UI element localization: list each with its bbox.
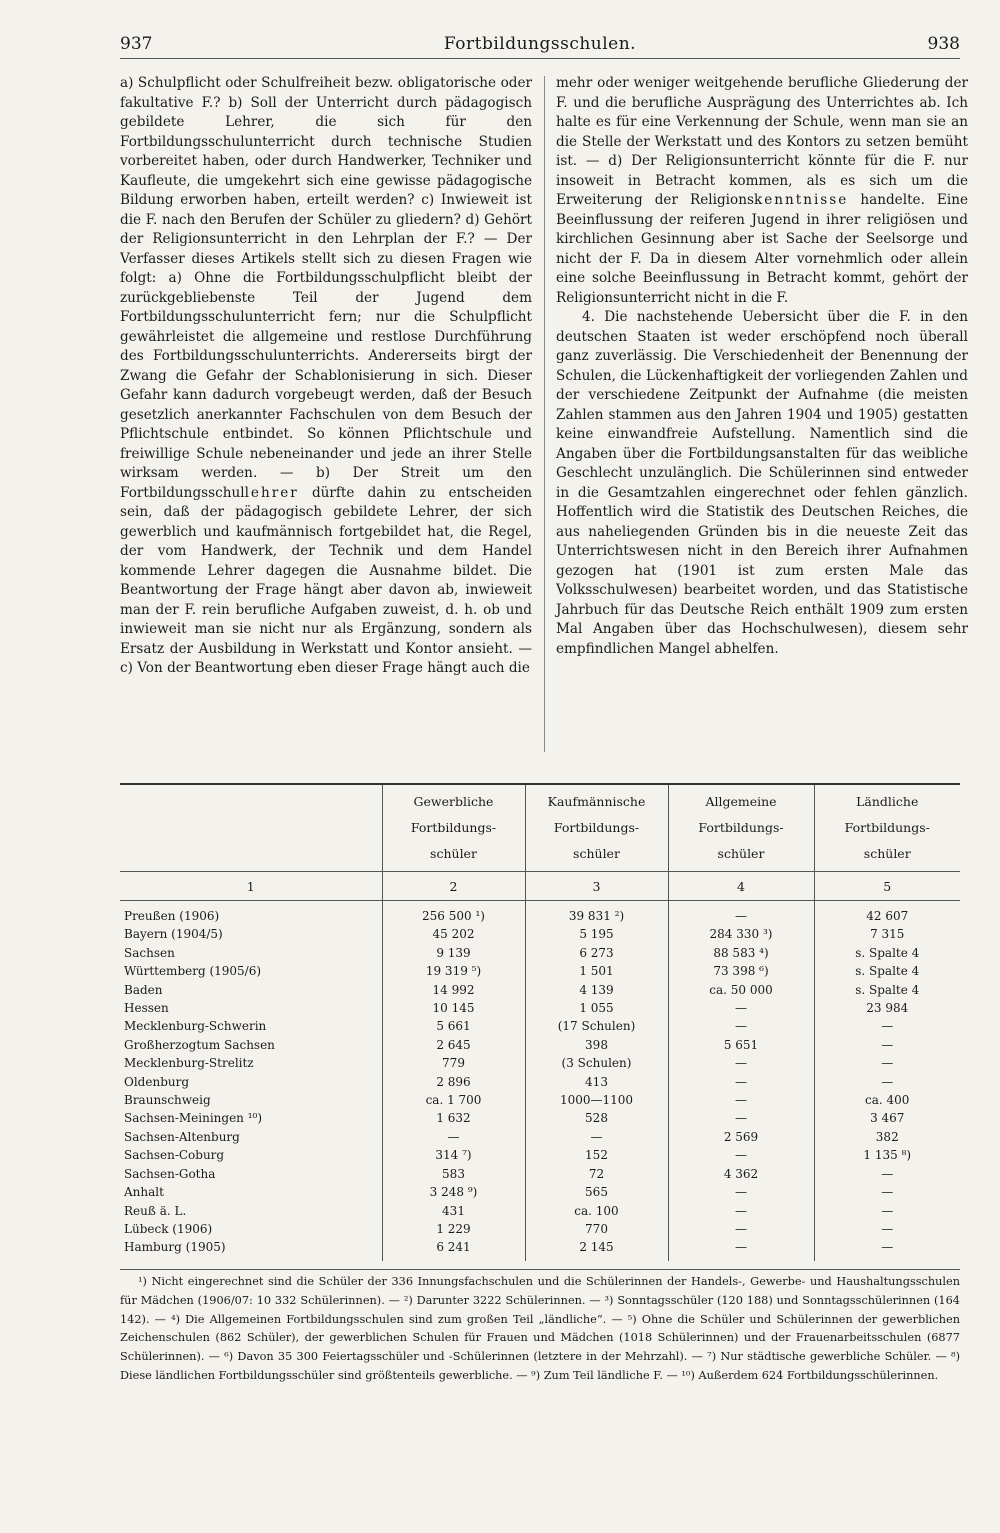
table-cell: 314 ⁷): [382, 1146, 525, 1164]
table-cell: s. Spalte 4: [814, 981, 960, 999]
table-cell: 42 607: [814, 901, 960, 926]
table-cell: —: [814, 1017, 960, 1035]
table-cell: ca. 1 700: [382, 1091, 525, 1109]
column-number: 5: [814, 872, 960, 901]
right-spaced-word: kenntnisse: [753, 192, 849, 208]
table-cell: (3 Schulen): [525, 1054, 668, 1072]
table-cell: 382: [814, 1128, 960, 1146]
table-cell: —: [668, 1202, 814, 1220]
right-text-b: handelte. Eine Beeinflussung der reiferen Jugend in ihrer religiösen und kirchlichen Gesinnung aber ist Sache der Seelsorge und nicht der F. Da in diesem Alter vornehmlich oder allein eine solche Beeinflussung in Betracht kommt, gehört der Religionsunterricht nicht in die F.: [556, 192, 969, 306]
table-cell: 1 055: [525, 999, 668, 1017]
table-row: [120, 1238, 960, 1260]
table-cell: 2 645: [382, 1036, 525, 1054]
row-label: Oldenburg: [124, 1074, 190, 1089]
table-cell: 2 145: [525, 1238, 668, 1260]
table-cell: 1 501: [525, 962, 668, 980]
table-cell: 5 195: [525, 925, 668, 943]
table-cell: 1000—1100: [525, 1091, 668, 1109]
table-cell: —: [668, 1183, 814, 1201]
table-cell: —: [814, 1054, 960, 1072]
column-number: 4: [668, 872, 814, 901]
column-number: 1: [120, 872, 382, 901]
page-header: [120, 34, 960, 59]
table-cell: 2 896: [382, 1073, 525, 1091]
table-cell: 88 583 ⁴): [668, 944, 814, 962]
table-cell: 14 992: [382, 981, 525, 999]
table-cell: 7 315: [814, 925, 960, 943]
table-cell: 19 319 ⁵): [382, 962, 525, 980]
table-body: [120, 901, 960, 1261]
right-column: [556, 74, 968, 659]
row-label: Anhalt: [124, 1185, 164, 1200]
table-cell: 72: [525, 1165, 668, 1183]
table-row: [120, 1165, 960, 1183]
table-cell: 39 831 ²): [525, 901, 668, 926]
row-label: Sachsen: [124, 945, 175, 960]
table-cell: 1 229: [382, 1220, 525, 1238]
table-column-numbers: [120, 872, 960, 901]
footnote-text: ¹) Nicht eingerechnet sind die Schüler der 336 Innungsfachschulen und die Schülerinnen der Handels-, Gewerbe- und Haushaltungsschulen für Mädchen (1906/07: 10 332 Schülerinnen). — ²) Darunter 3222 Schülerinnen. — ³) Sonntagsschüler (120 188) und Sonntagsschülerinnen (164 142). — ⁴) Die Allgemeinen Fortbildungsschulen sind zum großen Teil „ländliche“. — ⁵) Ohne die Schüler und Schülerinnen der gewerblichen Zeichenschulen (862 Schüler), der gewerblichen Schulen für Frauen und Mädchen (1018 Schülerinnen) und der Frauenarbeitsschulen (6877 Schülerinnen). — ⁶) Davon 35 300 Feiertagsschüler und -Schülerinnen (letztere in der Mehrzahl). — ⁷) Nur städtische gewerbliche Schüler. — ⁸) Diese ländlichen Fortbildungsschüler sind größtenteils gewerbliche. — ⁹) Zum Teil ländliche F. — ¹⁰) Außerdem 624 Fortbildungsschülerinnen.: [120, 1275, 960, 1382]
table-cell: 6 241: [382, 1238, 525, 1260]
table-cell: —: [814, 1238, 960, 1260]
table-cell: —: [668, 1220, 814, 1238]
table-cell: 5 661: [382, 1017, 525, 1035]
table-header-cell: Allgemeine Fortbildungs- schüler: [668, 784, 814, 872]
table-cell: —: [668, 1109, 814, 1127]
table-cell: 3 248 ⁹): [382, 1183, 525, 1201]
table-cell: 431: [382, 1202, 525, 1220]
page-number-left: 937: [120, 34, 153, 54]
table-cell: 779: [382, 1054, 525, 1072]
row-label: Braunschweig: [124, 1093, 211, 1108]
row-label: Hamburg (1905): [124, 1240, 226, 1255]
table-row: [120, 1220, 960, 1238]
row-label: Baden: [124, 982, 163, 997]
table-cell: —: [814, 1202, 960, 1220]
row-label: Lübeck (1906): [124, 1221, 213, 1236]
table-row: [120, 944, 960, 962]
table-cell: 73 398 ⁶): [668, 962, 814, 980]
footnotes: [120, 1273, 960, 1386]
row-label: Sachsen-Altenburg: [124, 1129, 240, 1144]
left-paragraph: [120, 74, 532, 679]
table-header-cell: Ländliche Fortbildungs- schüler: [814, 784, 960, 872]
table-row: [120, 1202, 960, 1220]
right-paragraph-1: [556, 74, 968, 308]
table-row: [120, 1073, 960, 1091]
right-text-a: mehr oder weniger weitgehende berufliche Gliederung der F. und die berufliche Ausprägung des Unterrichtes ab. Ich halte es für eine Verkennung der Schule, wenn man sie an die Stelle der Werkstatt und des Kontors zu setzen bemüht ist. — d) Der Religionsunterricht könnte für die F. nur insoweit in Betracht kommen, als es sich um die Erweiterung der Religions: [556, 75, 968, 208]
table-row: [120, 1091, 960, 1109]
table-cell: 152: [525, 1146, 668, 1164]
table-cell: —: [668, 1054, 814, 1072]
row-label: Mecklenburg-Schwerin: [124, 1019, 267, 1034]
table-cell: —: [668, 1238, 814, 1260]
table-cell: —: [814, 1220, 960, 1238]
table-cell: —: [814, 1036, 960, 1054]
table-cell: 4 139: [525, 981, 668, 999]
page-title: Fortbildungsschulen.: [443, 34, 637, 54]
right-paragraph-2: 4. Die nachstehende Uebersicht über die F. in den deutschen Staaten ist weder erschöpfend noch überall ganz zuverlässig. Die Verschiedenheit der Benennung der Schulen, die Lückenhaftigkeit der vorliegenden Zahlen und der verschiedene Zeitpunkt der Aufnahme (die meisten Zahlen stammen aus den Jahren 1904 und 1905) gestatten keine einwandfreie Aufstellung. Namentlich sind die Angaben über die Fortbildungsanstalten für das weibliche Geschlecht unzulänglich. Die Schülerinnen sind entweder in die Gesamtzahlen eingerechnet oder fehlen gänzlich. Hoffentlich wird die Statistik des Deutschen Reiches, die aus naheliegenden Gründen bis in die neueste Zeit das Unterrichtswesen nicht in den Bereich ihrer Aufnahmen gezogen hat (1901 ist zum ersten Male das Volksschulwesen) bearbeitet worden, und das Statistische Jahrbuch für das Deutsche Reich enthält 1909 zum ersten Mal Angaben über das Hochschulwesen), diesem sehr empfindlichen Mangel abhelfen.: [556, 309, 968, 657]
table-cell: 10 145: [382, 999, 525, 1017]
row-label: Sachsen-Gotha: [124, 1166, 216, 1181]
table-cell: —: [668, 1017, 814, 1035]
table-cell: 413: [525, 1073, 668, 1091]
table-cell: ca. 400: [814, 1091, 960, 1109]
table-cell: 1 135 ⁸): [814, 1146, 960, 1164]
row-label: Württemberg (1905/6): [124, 964, 262, 979]
table-cell: 528: [525, 1109, 668, 1127]
table-cell: 4 362: [668, 1165, 814, 1183]
table-cell: —: [668, 1146, 814, 1164]
left-spaced-word: lehrer: [244, 484, 299, 501]
table-cell: 9 139: [382, 944, 525, 962]
table-header-row: [120, 784, 960, 872]
table-row: [120, 1109, 960, 1127]
footnote-rule: [120, 1269, 960, 1270]
table-cell: 3 467: [814, 1109, 960, 1127]
row-label: Bayern (1904/5): [124, 927, 223, 942]
left-text-a: a) Schulpflicht oder Schulfreiheit bezw. obligatorische oder fakultative F.? b) Soll der Unterricht durch pädagogisch gebildete Lehrer, die sich für den Fortbildungsschulunterricht durch technische Studien vorbereitet haben, oder durch Handwerker, Techniker und Kaufleute, die umgekehrt sich eine gewisse pädagogische Bildung erworben haben, erteilt werden? c) Inwieweit ist die F. nach den Berufen der Schüler zu gliedern? d) Gehört der Religionsunterricht in den Lehrplan der F.? — Der Verfasser dieses Artikels stellt sich zu diesen Fragen wie folgt: a) Ohne die Fortbildungsschulpflicht bleibt der zurückgebliebenste Teil der Jugend dem Fortbildungsschulunterricht fern; nur die Schulpflicht gewährleistet die allgemeine und restlose Durchführung des Fortbildungsschulunterrichts. Andererseits birgt der Zwang die Gefahr der Schablonisierung in sich. Dieser Gefahr kann dadurch vorgebeugt werden, daß der Besuch gesetzlich anerkannter Fachschulen von dem Besuch der Pflichtschule entbindet. So können Pflichtschule und freiwillige Schule nebeneinander und jede an ihrer Stelle wirksam werden. — b) Der Streit um den Fortbildungsschul: [120, 75, 532, 501]
table-cell: —: [814, 1073, 960, 1091]
table-row: [120, 925, 960, 943]
table-cell: 256 500 ¹): [382, 901, 525, 926]
table-row: [120, 1128, 960, 1146]
table-cell: 583: [382, 1165, 525, 1183]
left-column: [120, 74, 532, 679]
table-row: [120, 1146, 960, 1164]
table-cell: 5 651: [668, 1036, 814, 1054]
table-row: [120, 962, 960, 980]
table-cell: —: [668, 999, 814, 1017]
table-cell: —: [668, 901, 814, 926]
table-cell: 565: [525, 1183, 668, 1201]
table-cell: s. Spalte 4: [814, 944, 960, 962]
table-cell: 770: [525, 1220, 668, 1238]
row-label: Hessen: [124, 1001, 169, 1016]
table-header-cell: Gewerbliche Fortbildungs- schüler: [382, 784, 525, 872]
table-cell: (17 Schulen): [525, 1017, 668, 1035]
table-cell: —: [814, 1165, 960, 1183]
row-label: Großherzogtum Sachsen: [124, 1037, 275, 1052]
table-cell: —: [668, 1073, 814, 1091]
row-label: Mecklenburg-Strelitz: [124, 1056, 254, 1071]
table-cell: —: [525, 1128, 668, 1146]
left-text-b: dürfte dahin zu entscheiden sein, daß der pädagogisch gebildete Lehrer, der sich gewerblich und kaufmännisch fortgebildet hat, die Regel, der vom Handwerk, der Technik und dem Handel kommende Lehrer dagegen die Ausnahme bildet. Die Beantwortung der Frage hängt aber davon ab, inwieweit man der F. rein berufliche Aufgaben zuweist, d. h. ob und inwieweit man sie nicht nur als Ergänzung, sondern als Ersatz der Ausbildung in Werkstatt und Kontor ansieht. — c) Von der Beantwortung eben dieser Frage hängt auch die: [120, 484, 532, 676]
table-row: [120, 999, 960, 1017]
table-header-cell: Kaufmännische Fortbildungs- schüler: [525, 784, 668, 872]
table-row: [120, 1054, 960, 1072]
row-label: Sachsen-Coburg: [124, 1148, 225, 1163]
table-cell: ca. 50 000: [668, 981, 814, 999]
table-cell: —: [668, 1091, 814, 1109]
column-divider: [544, 76, 545, 752]
row-label: Sachsen-Meiningen ¹⁰): [124, 1111, 263, 1126]
table-cell: —: [814, 1183, 960, 1201]
page-number-right: 938: [927, 34, 960, 54]
table-cell: —: [382, 1128, 525, 1146]
table-cell: 6 273: [525, 944, 668, 962]
table-row: [120, 1017, 960, 1035]
statistics-table: [120, 783, 960, 1261]
table-cell: 2 569: [668, 1128, 814, 1146]
table-row: [120, 1036, 960, 1054]
column-number: 3: [525, 872, 668, 901]
table-header-cell: [120, 784, 382, 872]
row-label: Reuß ä. L.: [124, 1203, 187, 1218]
column-number: 2: [382, 872, 525, 901]
row-label: Preußen (1906): [124, 909, 220, 923]
table-cell: 1 632: [382, 1109, 525, 1127]
table-cell: 284 330 ³): [668, 925, 814, 943]
table-row: [120, 981, 960, 999]
table-cell: 45 202: [382, 925, 525, 943]
table-row: [120, 901, 960, 926]
table-cell: 398: [525, 1036, 668, 1054]
table-row: [120, 1183, 960, 1201]
table-cell: 23 984: [814, 999, 960, 1017]
table-cell: ca. 100: [525, 1202, 668, 1220]
table-cell: s. Spalte 4: [814, 962, 960, 980]
